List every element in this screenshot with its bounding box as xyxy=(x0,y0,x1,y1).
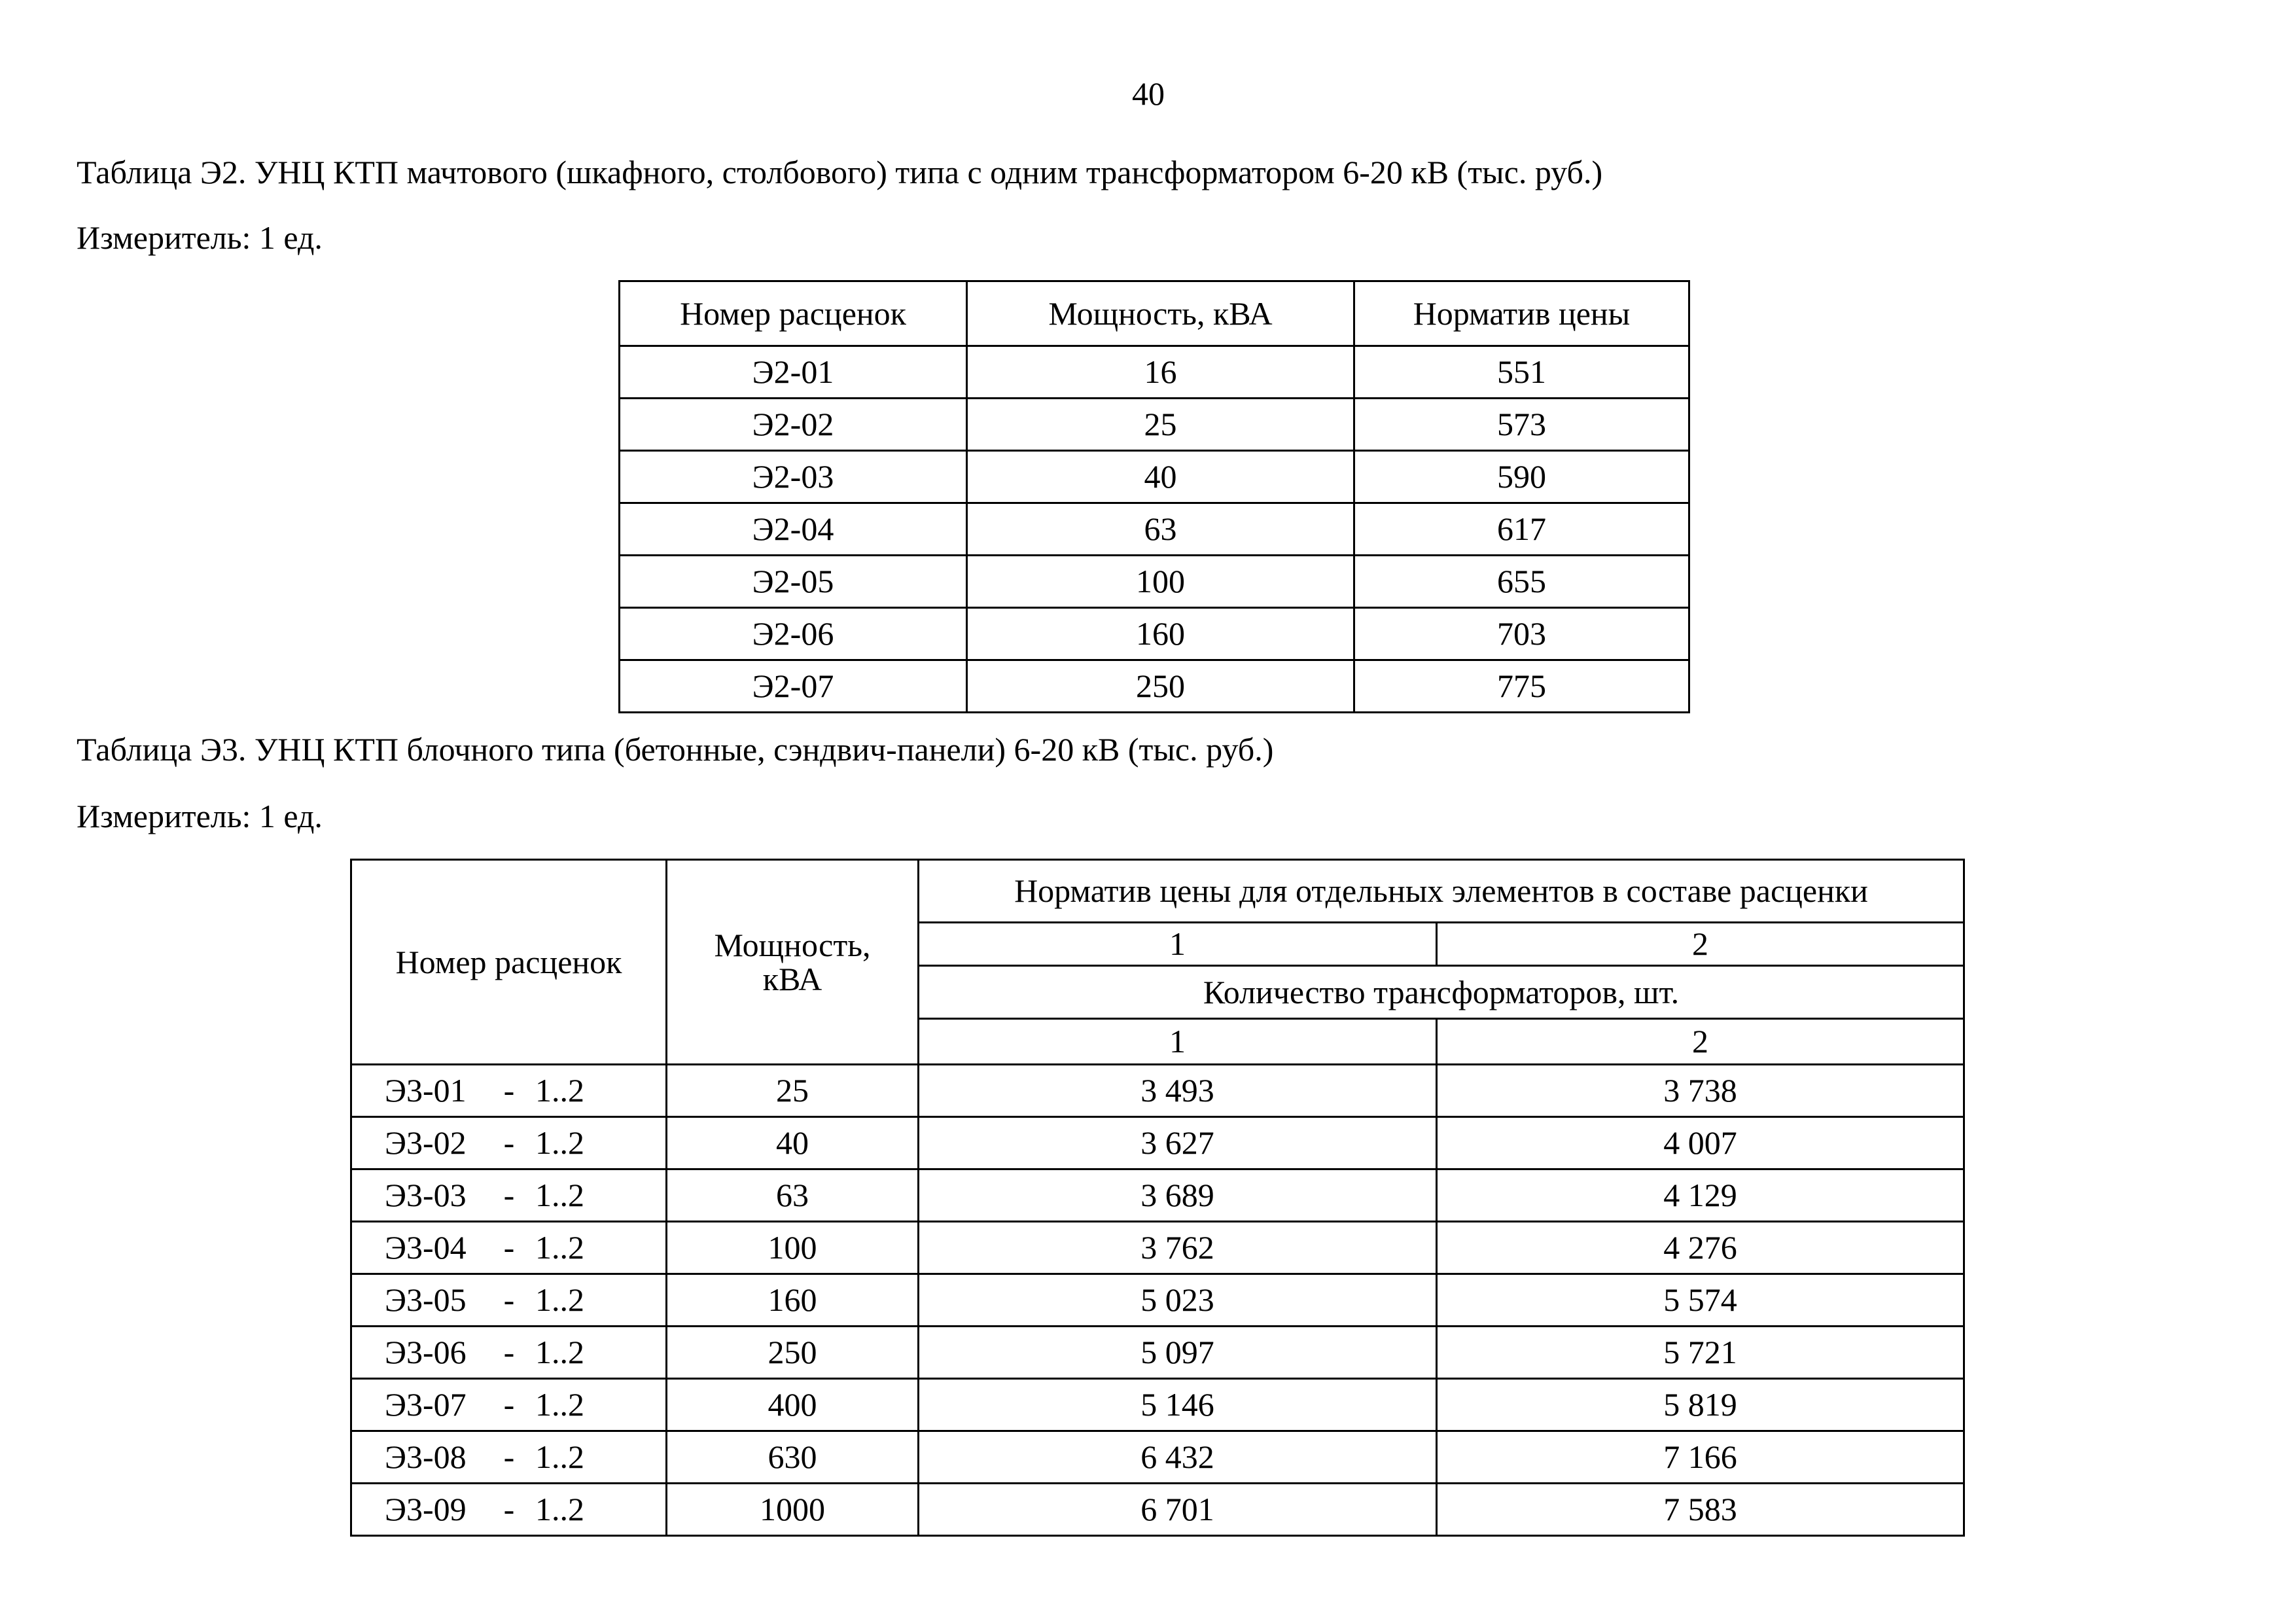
cell-code: Э2-07 xyxy=(620,660,967,713)
table-row xyxy=(351,1169,1964,1222)
table-row xyxy=(620,346,1689,399)
cell-code: Э2-05 xyxy=(620,556,967,608)
cell-price: 655 xyxy=(1354,556,1689,608)
header-count: Количество трансформаторов, шт. xyxy=(919,966,1964,1019)
code-range: 1..2 xyxy=(535,1177,584,1214)
header-price: Норматив цены xyxy=(1354,281,1689,346)
header-power: Мощность, кВА xyxy=(967,281,1354,346)
cell-code: Э2-03 xyxy=(620,451,967,503)
code-dash: - xyxy=(503,1229,515,1266)
cell-v1: 5 097 xyxy=(919,1327,1437,1379)
code-code: Э3-03 xyxy=(385,1177,467,1214)
code-range: 1..2 xyxy=(535,1124,584,1162)
page-number: 40 xyxy=(1132,75,1165,112)
code-range: 1..2 xyxy=(535,1438,584,1476)
cell-code xyxy=(351,1431,667,1484)
table-e2-unit: Измеритель: 1 ед. xyxy=(77,219,323,256)
code-code: Э3-07 xyxy=(385,1386,467,1423)
header-power-text: Мощность, кВА xyxy=(714,926,871,997)
cell-code xyxy=(351,1379,667,1431)
cell-v1: 6 432 xyxy=(919,1431,1437,1484)
code-code: Э3-08 xyxy=(385,1438,467,1476)
table-row xyxy=(351,1431,1964,1484)
cell-v1: 3 689 xyxy=(919,1169,1437,1222)
cell-power: 25 xyxy=(967,399,1354,451)
code-range: 1..2 xyxy=(535,1334,584,1371)
cell-v2: 5 574 xyxy=(1437,1274,1964,1327)
code-dash: - xyxy=(503,1124,515,1162)
code-code: Э3-05 xyxy=(385,1281,467,1319)
code-code: Э3-01 xyxy=(385,1072,467,1109)
table-row xyxy=(620,399,1689,451)
table-row xyxy=(620,451,1689,503)
header-power xyxy=(667,860,919,1065)
cell-v2: 4 276 xyxy=(1437,1222,1964,1274)
element-number-2: 2 xyxy=(1437,923,1964,966)
cell-code xyxy=(351,1274,667,1327)
cell-power: 63 xyxy=(667,1169,919,1222)
cell-v2: 5 819 xyxy=(1437,1379,1964,1431)
table-row xyxy=(351,1065,1964,1117)
code-range: 1..2 xyxy=(535,1491,584,1528)
transformer-count-2: 2 xyxy=(1437,1019,1964,1065)
cell-power: 250 xyxy=(667,1327,919,1379)
code-code: Э3-02 xyxy=(385,1124,467,1162)
cell-power: 160 xyxy=(667,1274,919,1327)
table-row xyxy=(351,1222,1964,1274)
code-range: 1..2 xyxy=(535,1281,584,1319)
cell-power: 63 xyxy=(967,503,1354,556)
table-e2-caption: Таблица Э2. УНЦ КТП мачтового (шкафного, столбового) типа с одним трансформатором 6-20 кВ (тыс. руб.) xyxy=(77,154,1603,190)
cell-code xyxy=(351,1222,667,1274)
cell-power: 630 xyxy=(667,1431,919,1484)
table-header-row xyxy=(620,281,1689,346)
cell-v1: 5 023 xyxy=(919,1274,1437,1327)
cell-code: Э2-02 xyxy=(620,399,967,451)
code-range: 1..2 xyxy=(535,1229,584,1266)
element-number-1: 1 xyxy=(919,923,1437,966)
cell-code xyxy=(351,1327,667,1379)
cell-power: 25 xyxy=(667,1065,919,1117)
transformer-count-1: 1 xyxy=(919,1019,1437,1065)
cell-v1: 3 627 xyxy=(919,1117,1437,1169)
cell-power: 16 xyxy=(967,346,1354,399)
cell-price: 573 xyxy=(1354,399,1689,451)
code-code: Э3-09 xyxy=(385,1491,467,1528)
cell-v1: 3 493 xyxy=(919,1065,1437,1117)
cell-code xyxy=(351,1484,667,1536)
table-e3 xyxy=(350,859,1965,1537)
cell-price: 617 xyxy=(1354,503,1689,556)
cell-power: 160 xyxy=(967,608,1354,660)
cell-code xyxy=(351,1065,667,1117)
header-code: Номер расценок xyxy=(351,860,667,1065)
code-dash: - xyxy=(503,1334,515,1371)
code-dash: - xyxy=(503,1072,515,1109)
table-row xyxy=(620,660,1689,713)
cell-code: Э2-01 xyxy=(620,346,967,399)
cell-power: 250 xyxy=(967,660,1354,713)
cell-power: 400 xyxy=(667,1379,919,1431)
table-row xyxy=(351,1117,1964,1169)
table-row xyxy=(620,556,1689,608)
header-group: Норматив цены для отдельных элементов в составе расценки xyxy=(919,860,1964,923)
code-dash: - xyxy=(503,1438,515,1476)
code-dash: - xyxy=(503,1491,515,1528)
table-row xyxy=(351,1274,1964,1327)
table-header-row xyxy=(351,860,1964,923)
cell-price: 775 xyxy=(1354,660,1689,713)
cell-v2: 7 583 xyxy=(1437,1484,1964,1536)
code-range: 1..2 xyxy=(535,1072,584,1109)
header-code: Номер расценок xyxy=(620,281,967,346)
cell-v1: 5 146 xyxy=(919,1379,1437,1431)
cell-price: 551 xyxy=(1354,346,1689,399)
cell-v2: 4 129 xyxy=(1437,1169,1964,1222)
cell-code: Э2-04 xyxy=(620,503,967,556)
table-row xyxy=(351,1327,1964,1379)
cell-code xyxy=(351,1117,667,1169)
table-row xyxy=(620,608,1689,660)
code-dash: - xyxy=(503,1281,515,1319)
cell-v2: 5 721 xyxy=(1437,1327,1964,1379)
cell-v2: 7 166 xyxy=(1437,1431,1964,1484)
code-dash: - xyxy=(503,1177,515,1214)
cell-price: 590 xyxy=(1354,451,1689,503)
table-e3-unit: Измеритель: 1 ед. xyxy=(77,798,323,834)
cell-power: 100 xyxy=(667,1222,919,1274)
table-row xyxy=(620,503,1689,556)
cell-power: 1000 xyxy=(667,1484,919,1536)
code-dash: - xyxy=(503,1386,515,1423)
cell-power: 40 xyxy=(667,1117,919,1169)
cell-v1: 3 762 xyxy=(919,1222,1437,1274)
table-row xyxy=(351,1379,1964,1431)
cell-v1: 6 701 xyxy=(919,1484,1437,1536)
cell-v2: 3 738 xyxy=(1437,1065,1964,1117)
cell-v2: 4 007 xyxy=(1437,1117,1964,1169)
cell-price: 703 xyxy=(1354,608,1689,660)
table-e2 xyxy=(618,280,1690,713)
code-code: Э3-06 xyxy=(385,1334,467,1371)
cell-power: 100 xyxy=(967,556,1354,608)
code-code: Э3-04 xyxy=(385,1229,467,1266)
cell-power: 40 xyxy=(967,451,1354,503)
cell-code xyxy=(351,1169,667,1222)
table-row xyxy=(351,1484,1964,1536)
cell-code: Э2-06 xyxy=(620,608,967,660)
code-range: 1..2 xyxy=(535,1386,584,1423)
table-e3-caption: Таблица Э3. УНЦ КТП блочного типа (бетонные, сэндвич-панели) 6-20 кВ (тыс. руб.) xyxy=(77,731,1274,768)
